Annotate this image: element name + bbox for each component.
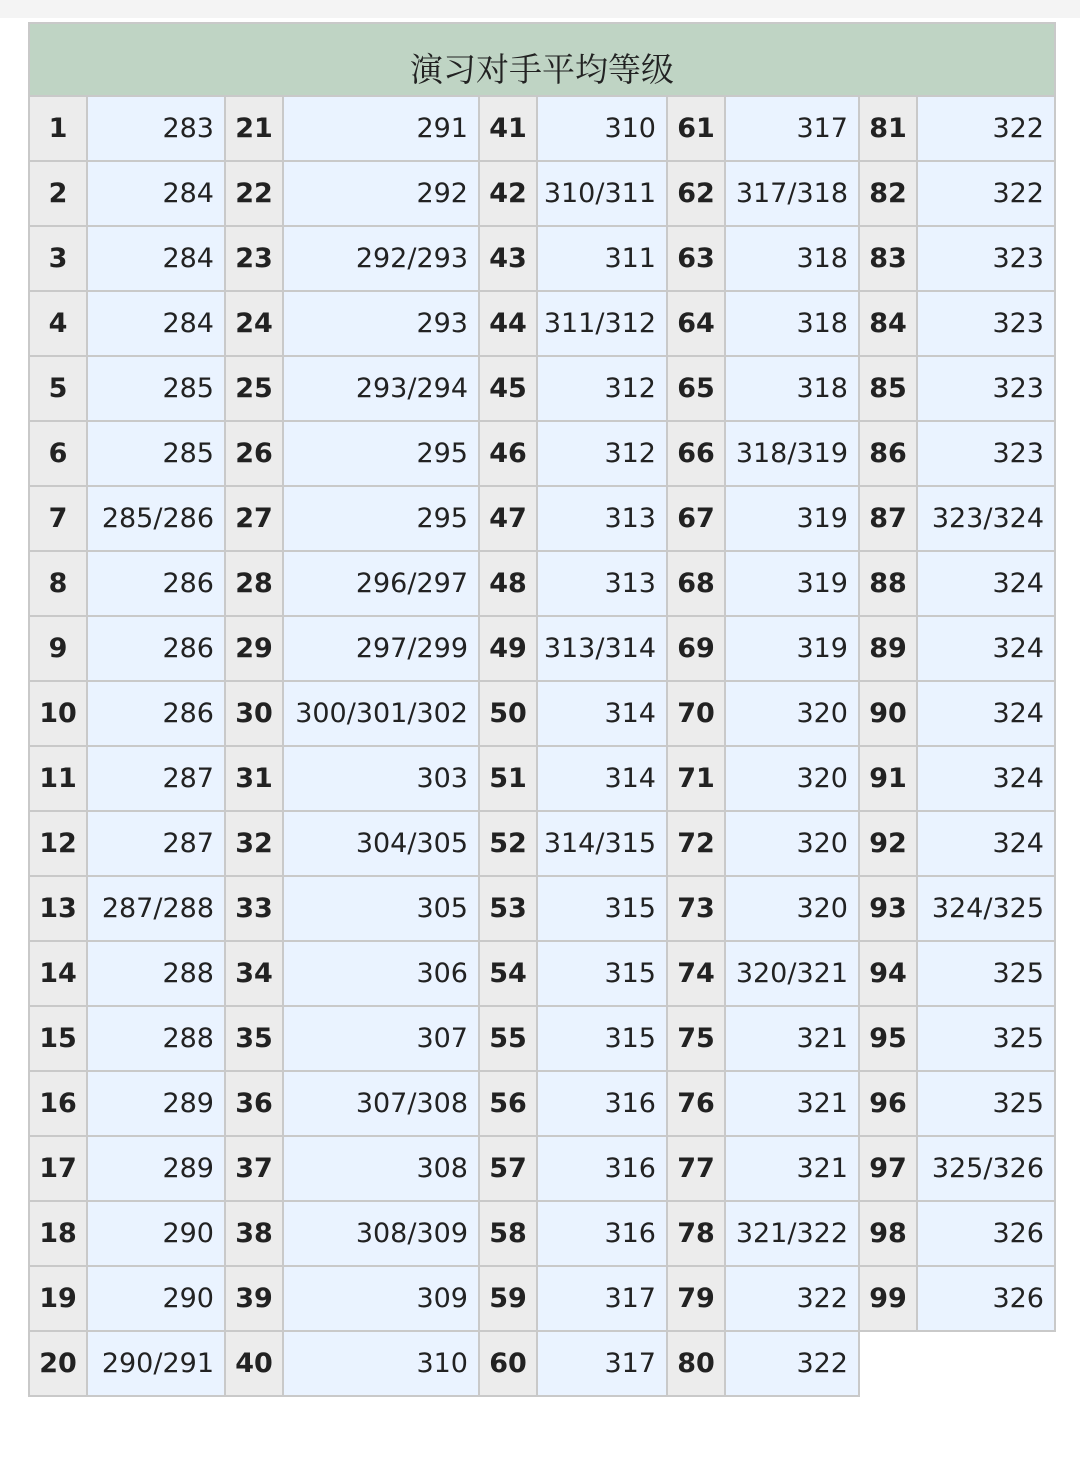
opponent-level-cell: 319 bbox=[725, 616, 859, 681]
opponent-level-cell: 325/326 bbox=[917, 1136, 1055, 1201]
level-cell: 46 bbox=[479, 421, 537, 486]
level-cell: 71 bbox=[667, 746, 725, 811]
level-cell: 31 bbox=[225, 746, 283, 811]
opponent-level-cell: 308/309 bbox=[283, 1201, 479, 1266]
opponent-level-cell: 317/318 bbox=[725, 161, 859, 226]
opponent-level-cell: 290 bbox=[87, 1201, 225, 1266]
level-cell: 68 bbox=[667, 551, 725, 616]
level-cell: 74 bbox=[667, 941, 725, 1006]
opponent-level-cell: 310 bbox=[537, 96, 667, 161]
level-cell: 97 bbox=[859, 1136, 917, 1201]
opponent-level-cell: 284 bbox=[87, 291, 225, 356]
level-cell: 37 bbox=[225, 1136, 283, 1201]
level-cell: 91 bbox=[859, 746, 917, 811]
level-table bbox=[28, 22, 1056, 1397]
opponent-level-cell: 318 bbox=[725, 291, 859, 356]
opponent-level-cell: 314 bbox=[537, 681, 667, 746]
opponent-level-cell: 324 bbox=[917, 551, 1055, 616]
opponent-level-cell: 287/288 bbox=[87, 876, 225, 941]
level-cell: 79 bbox=[667, 1266, 725, 1331]
opponent-level-cell: 312 bbox=[537, 421, 667, 486]
level-cell: 6 bbox=[29, 421, 87, 486]
opponent-level-cell: 322 bbox=[725, 1331, 859, 1396]
opponent-level-cell: 325 bbox=[917, 1071, 1055, 1136]
level-cell: 82 bbox=[859, 161, 917, 226]
opponent-level-cell: 292 bbox=[283, 161, 479, 226]
opponent-level-cell: 289 bbox=[87, 1136, 225, 1201]
level-cell: 50 bbox=[479, 681, 537, 746]
table-row bbox=[29, 1266, 1055, 1331]
opponent-level-cell: 286 bbox=[87, 681, 225, 746]
level-cell: 65 bbox=[667, 356, 725, 421]
level-cell: 59 bbox=[479, 1266, 537, 1331]
opponent-level-cell: 317 bbox=[537, 1266, 667, 1331]
opponent-level-cell: 323 bbox=[917, 226, 1055, 291]
level-cell: 11 bbox=[29, 746, 87, 811]
opponent-level-cell: 317 bbox=[537, 1331, 667, 1396]
level-cell: 26 bbox=[225, 421, 283, 486]
table-row bbox=[29, 811, 1055, 876]
level-cell: 29 bbox=[225, 616, 283, 681]
opponent-level-cell: 289 bbox=[87, 1071, 225, 1136]
opponent-level-cell: 304/305 bbox=[283, 811, 479, 876]
level-cell: 16 bbox=[29, 1071, 87, 1136]
table-row bbox=[29, 1201, 1055, 1266]
opponent-level-cell: 306 bbox=[283, 941, 479, 1006]
opponent-level-cell: 320 bbox=[725, 681, 859, 746]
opponent-level-cell: 323/324 bbox=[917, 486, 1055, 551]
opponent-level-cell: 322 bbox=[917, 161, 1055, 226]
level-cell: 96 bbox=[859, 1071, 917, 1136]
opponent-level-cell: 318/319 bbox=[725, 421, 859, 486]
level-cell: 17 bbox=[29, 1136, 87, 1201]
level-cell: 13 bbox=[29, 876, 87, 941]
opponent-level-cell: 286 bbox=[87, 616, 225, 681]
level-cell: 58 bbox=[479, 1201, 537, 1266]
level-cell: 7 bbox=[29, 486, 87, 551]
opponent-level-cell: 323 bbox=[917, 291, 1055, 356]
opponent-level-cell: 312 bbox=[537, 356, 667, 421]
empty-cell bbox=[859, 1331, 1055, 1396]
opponent-level-cell: 295 bbox=[283, 486, 479, 551]
level-cell: 88 bbox=[859, 551, 917, 616]
opponent-level-cell: 323 bbox=[917, 421, 1055, 486]
level-cell: 28 bbox=[225, 551, 283, 616]
opponent-level-cell: 317 bbox=[725, 96, 859, 161]
level-cell: 48 bbox=[479, 551, 537, 616]
level-cell: 32 bbox=[225, 811, 283, 876]
top-strip bbox=[0, 0, 1080, 18]
level-cell: 72 bbox=[667, 811, 725, 876]
level-cell: 41 bbox=[479, 96, 537, 161]
opponent-level-cell: 326 bbox=[917, 1201, 1055, 1266]
opponent-level-cell: 290 bbox=[87, 1266, 225, 1331]
opponent-level-cell: 284 bbox=[87, 161, 225, 226]
level-cell: 3 bbox=[29, 226, 87, 291]
opponent-level-cell: 314 bbox=[537, 746, 667, 811]
opponent-level-cell: 283 bbox=[87, 96, 225, 161]
opponent-level-cell: 313/314 bbox=[537, 616, 667, 681]
level-cell: 84 bbox=[859, 291, 917, 356]
level-cell: 30 bbox=[225, 681, 283, 746]
opponent-level-cell: 300/301/302 bbox=[283, 681, 479, 746]
table-row bbox=[29, 616, 1055, 681]
opponent-level-cell: 303 bbox=[283, 746, 479, 811]
opponent-level-cell: 315 bbox=[537, 1006, 667, 1071]
level-cell: 75 bbox=[667, 1006, 725, 1071]
level-cell: 77 bbox=[667, 1136, 725, 1201]
opponent-level-cell: 284 bbox=[87, 226, 225, 291]
opponent-level-cell: 321 bbox=[725, 1006, 859, 1071]
opponent-level-cell: 315 bbox=[537, 941, 667, 1006]
table-title: 演习对手平均等级 bbox=[29, 23, 1055, 96]
level-cell: 90 bbox=[859, 681, 917, 746]
opponent-level-cell: 288 bbox=[87, 941, 225, 1006]
opponent-level-cell: 316 bbox=[537, 1201, 667, 1266]
table-row bbox=[29, 421, 1055, 486]
opponent-level-cell: 285 bbox=[87, 421, 225, 486]
opponent-level-cell: 325 bbox=[917, 1006, 1055, 1071]
level-cell: 23 bbox=[225, 226, 283, 291]
opponent-level-cell: 296/297 bbox=[283, 551, 479, 616]
opponent-level-cell: 286 bbox=[87, 551, 225, 616]
level-cell: 40 bbox=[225, 1331, 283, 1396]
opponent-level-cell: 324/325 bbox=[917, 876, 1055, 941]
opponent-level-cell: 290/291 bbox=[87, 1331, 225, 1396]
table-row bbox=[29, 486, 1055, 551]
opponent-level-cell: 310 bbox=[283, 1331, 479, 1396]
level-cell: 83 bbox=[859, 226, 917, 291]
opponent-level-cell: 314/315 bbox=[537, 811, 667, 876]
opponent-level-cell: 316 bbox=[537, 1136, 667, 1201]
opponent-level-cell: 320 bbox=[725, 746, 859, 811]
opponent-level-cell: 313 bbox=[537, 486, 667, 551]
opponent-level-cell: 313 bbox=[537, 551, 667, 616]
opponent-level-cell: 320 bbox=[725, 811, 859, 876]
level-cell: 69 bbox=[667, 616, 725, 681]
level-cell: 9 bbox=[29, 616, 87, 681]
table-row bbox=[29, 1071, 1055, 1136]
level-cell: 8 bbox=[29, 551, 87, 616]
opponent-level-cell: 323 bbox=[917, 356, 1055, 421]
table-row bbox=[29, 1006, 1055, 1071]
opponent-level-cell: 293 bbox=[283, 291, 479, 356]
level-table-container bbox=[28, 22, 1056, 1397]
level-cell: 1 bbox=[29, 96, 87, 161]
table-row bbox=[29, 746, 1055, 811]
opponent-level-cell: 318 bbox=[725, 226, 859, 291]
opponent-level-cell: 324 bbox=[917, 681, 1055, 746]
table-row bbox=[29, 876, 1055, 941]
level-cell: 53 bbox=[479, 876, 537, 941]
level-cell: 2 bbox=[29, 161, 87, 226]
level-cell: 80 bbox=[667, 1331, 725, 1396]
opponent-level-cell: 321/322 bbox=[725, 1201, 859, 1266]
table-row bbox=[29, 291, 1055, 356]
level-cell: 21 bbox=[225, 96, 283, 161]
opponent-level-cell: 287 bbox=[87, 811, 225, 876]
level-cell: 85 bbox=[859, 356, 917, 421]
opponent-level-cell: 324 bbox=[917, 616, 1055, 681]
opponent-level-cell: 288 bbox=[87, 1006, 225, 1071]
opponent-level-cell: 319 bbox=[725, 551, 859, 616]
table-row bbox=[29, 161, 1055, 226]
level-cell: 52 bbox=[479, 811, 537, 876]
opponent-level-cell: 320/321 bbox=[725, 941, 859, 1006]
opponent-level-cell: 295 bbox=[283, 421, 479, 486]
opponent-level-cell: 322 bbox=[725, 1266, 859, 1331]
level-cell: 78 bbox=[667, 1201, 725, 1266]
level-cell: 92 bbox=[859, 811, 917, 876]
level-cell: 35 bbox=[225, 1006, 283, 1071]
opponent-level-cell: 308 bbox=[283, 1136, 479, 1201]
opponent-level-cell: 305 bbox=[283, 876, 479, 941]
level-cell: 36 bbox=[225, 1071, 283, 1136]
opponent-level-cell: 293/294 bbox=[283, 356, 479, 421]
table-row bbox=[29, 1136, 1055, 1201]
opponent-level-cell: 319 bbox=[725, 486, 859, 551]
level-cell: 14 bbox=[29, 941, 87, 1006]
table-row bbox=[29, 356, 1055, 421]
level-cell: 38 bbox=[225, 1201, 283, 1266]
table-row bbox=[29, 96, 1055, 161]
level-cell: 93 bbox=[859, 876, 917, 941]
level-cell: 67 bbox=[667, 486, 725, 551]
level-cell: 56 bbox=[479, 1071, 537, 1136]
level-cell: 27 bbox=[225, 486, 283, 551]
level-cell: 19 bbox=[29, 1266, 87, 1331]
table-row bbox=[29, 1331, 1055, 1396]
level-cell: 15 bbox=[29, 1006, 87, 1071]
opponent-level-cell: 292/293 bbox=[283, 226, 479, 291]
opponent-level-cell: 316 bbox=[537, 1071, 667, 1136]
table-row bbox=[29, 551, 1055, 616]
level-cell: 24 bbox=[225, 291, 283, 356]
opponent-level-cell: 287 bbox=[87, 746, 225, 811]
level-cell: 54 bbox=[479, 941, 537, 1006]
level-cell: 76 bbox=[667, 1071, 725, 1136]
level-cell: 44 bbox=[479, 291, 537, 356]
opponent-level-cell: 321 bbox=[725, 1136, 859, 1201]
level-cell: 87 bbox=[859, 486, 917, 551]
level-cell: 81 bbox=[859, 96, 917, 161]
level-cell: 64 bbox=[667, 291, 725, 356]
opponent-level-cell: 321 bbox=[725, 1071, 859, 1136]
opponent-level-cell: 291 bbox=[283, 96, 479, 161]
opponent-level-cell: 307/308 bbox=[283, 1071, 479, 1136]
opponent-level-cell: 285/286 bbox=[87, 486, 225, 551]
level-cell: 42 bbox=[479, 161, 537, 226]
level-cell: 70 bbox=[667, 681, 725, 746]
opponent-level-cell: 324 bbox=[917, 746, 1055, 811]
level-cell: 98 bbox=[859, 1201, 917, 1266]
level-cell: 51 bbox=[479, 746, 537, 811]
level-cell: 55 bbox=[479, 1006, 537, 1071]
level-cell: 43 bbox=[479, 226, 537, 291]
level-cell: 33 bbox=[225, 876, 283, 941]
level-cell: 89 bbox=[859, 616, 917, 681]
opponent-level-cell: 285 bbox=[87, 356, 225, 421]
level-cell: 25 bbox=[225, 356, 283, 421]
level-cell: 20 bbox=[29, 1331, 87, 1396]
level-cell: 95 bbox=[859, 1006, 917, 1071]
level-cell: 12 bbox=[29, 811, 87, 876]
level-cell: 86 bbox=[859, 421, 917, 486]
opponent-level-cell: 322 bbox=[917, 96, 1055, 161]
level-cell: 94 bbox=[859, 941, 917, 1006]
level-cell: 99 bbox=[859, 1266, 917, 1331]
level-cell: 10 bbox=[29, 681, 87, 746]
opponent-level-cell: 320 bbox=[725, 876, 859, 941]
level-cell: 60 bbox=[479, 1331, 537, 1396]
opponent-level-cell: 310/311 bbox=[537, 161, 667, 226]
level-cell: 5 bbox=[29, 356, 87, 421]
level-cell: 34 bbox=[225, 941, 283, 1006]
opponent-level-cell: 307 bbox=[283, 1006, 479, 1071]
opponent-level-cell: 325 bbox=[917, 941, 1055, 1006]
level-cell: 63 bbox=[667, 226, 725, 291]
table-row bbox=[29, 226, 1055, 291]
level-cell: 61 bbox=[667, 96, 725, 161]
level-cell: 47 bbox=[479, 486, 537, 551]
table-row bbox=[29, 681, 1055, 746]
level-cell: 62 bbox=[667, 161, 725, 226]
opponent-level-cell: 315 bbox=[537, 876, 667, 941]
opponent-level-cell: 311/312 bbox=[537, 291, 667, 356]
level-cell: 49 bbox=[479, 616, 537, 681]
opponent-level-cell: 311 bbox=[537, 226, 667, 291]
opponent-level-cell: 309 bbox=[283, 1266, 479, 1331]
level-cell: 45 bbox=[479, 356, 537, 421]
level-cell: 66 bbox=[667, 421, 725, 486]
opponent-level-cell: 318 bbox=[725, 356, 859, 421]
opponent-level-cell: 324 bbox=[917, 811, 1055, 876]
level-cell: 4 bbox=[29, 291, 87, 356]
level-cell: 73 bbox=[667, 876, 725, 941]
opponent-level-cell: 297/299 bbox=[283, 616, 479, 681]
table-row bbox=[29, 941, 1055, 1006]
level-cell: 39 bbox=[225, 1266, 283, 1331]
level-cell: 18 bbox=[29, 1201, 87, 1266]
level-cell: 22 bbox=[225, 161, 283, 226]
opponent-level-cell: 326 bbox=[917, 1266, 1055, 1331]
level-cell: 57 bbox=[479, 1136, 537, 1201]
